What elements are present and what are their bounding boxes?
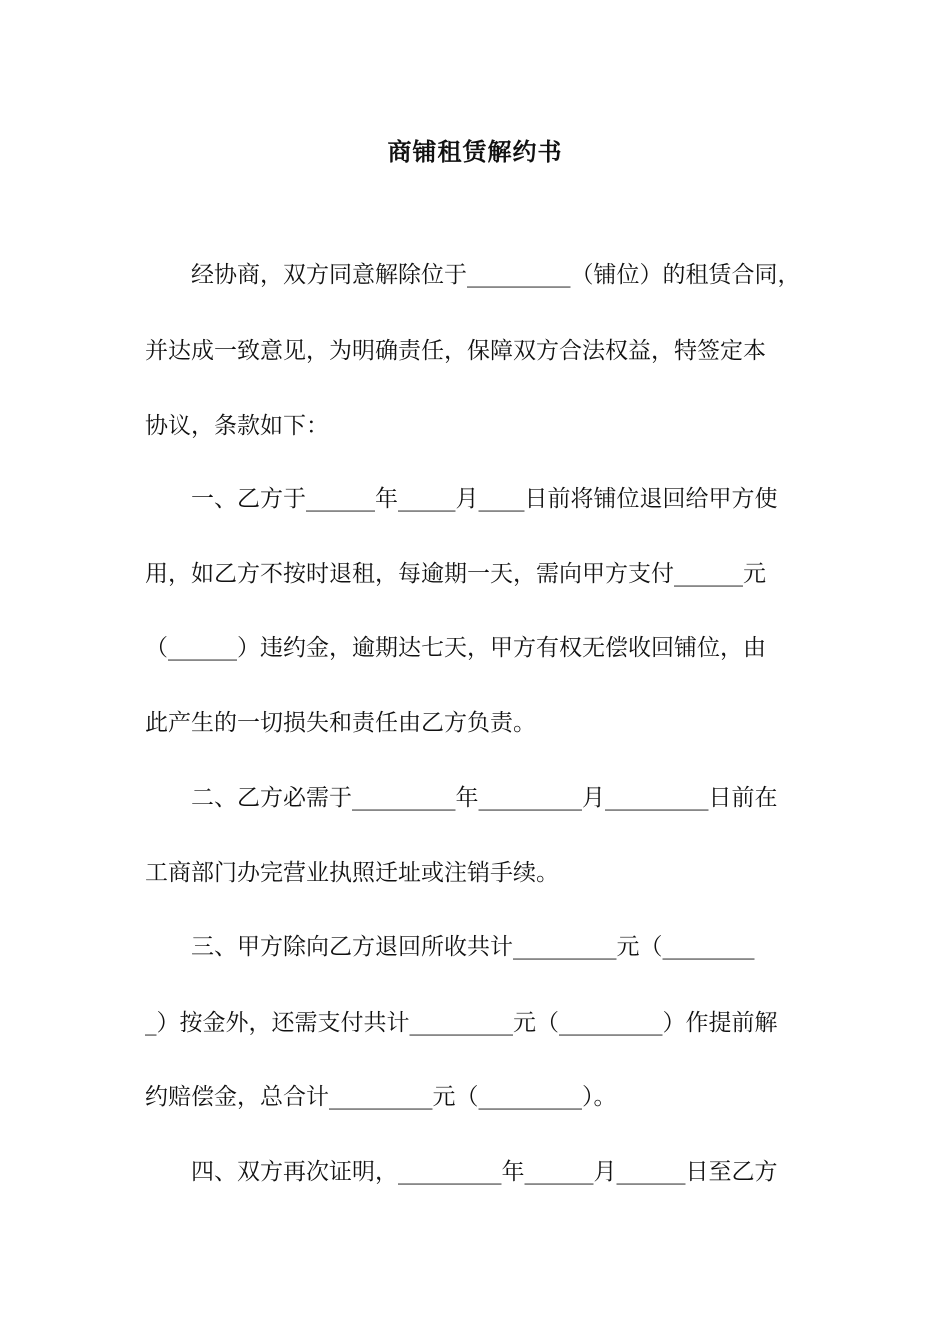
text-line: （______）违约金，逾期达七天，甲方有权无偿收回铺位，由 bbox=[145, 635, 766, 661]
text-line: 此产生的一切损失和责任由乙方负责。 bbox=[145, 710, 536, 736]
text-line: 协议，条款如下： bbox=[145, 413, 329, 439]
text-line: 二、乙方必需于_________年_________月_________日前在 bbox=[145, 785, 778, 811]
document-title: 商铺租赁解约书 bbox=[387, 137, 563, 166]
text-line: 三、甲方除向乙方退回所收共计_________元（________ bbox=[145, 934, 755, 960]
text-line: 一、乙方于______年_____月____日前将铺位退回给甲方使 bbox=[145, 486, 778, 512]
text-line: 并达成一致意见，为明确责任，保障双方合法权益，特签定本 bbox=[145, 338, 766, 364]
text-line: 用，如乙方不按时退租，每逾期一天，需向甲方支付______元 bbox=[145, 561, 766, 587]
text-line: 约赔偿金，总合计_________元（_________）。 bbox=[145, 1084, 617, 1110]
text-line: 工商部门办完营业执照迁址或注销手续。 bbox=[145, 860, 559, 886]
text-line: _）按金外，还需支付共计_________元（_________）作提前解 bbox=[145, 1010, 778, 1036]
text-line: 经协商，双方同意解除位于_________（铺位）的租赁合同， bbox=[145, 262, 801, 288]
text-line: 四、双方再次证明，_________年______月______日至乙方 bbox=[145, 1159, 778, 1185]
